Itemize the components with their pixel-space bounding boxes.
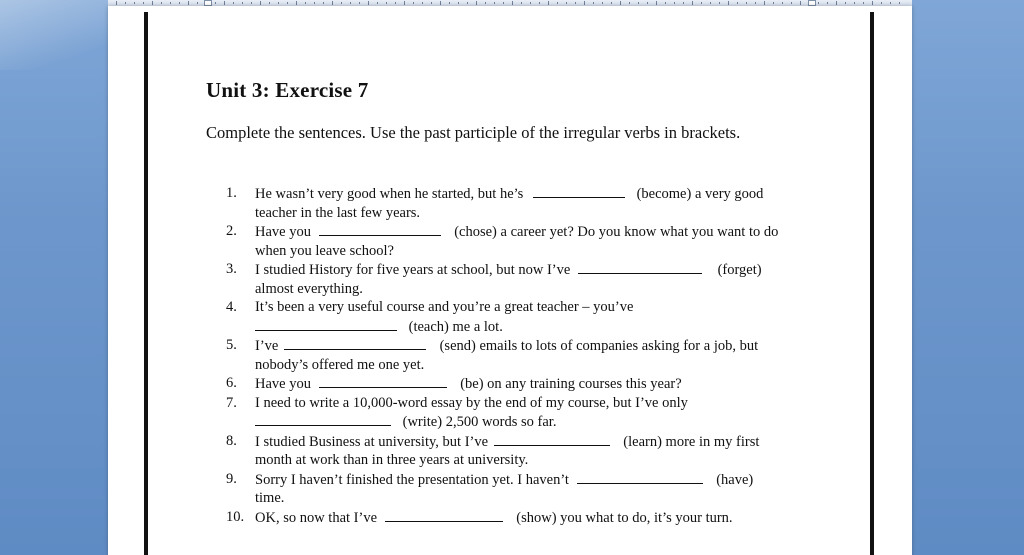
item-verb-hint: (become) a very good: [636, 186, 764, 202]
exercise-list: [226, 184, 826, 527]
ruler-tick: [611, 2, 612, 4]
ruler-tick: [683, 2, 684, 4]
ruler-tick: [467, 2, 468, 4]
ruler-tick: [179, 2, 180, 4]
list-item: [226, 260, 826, 298]
ruler-tick: [449, 2, 450, 4]
item-text-after: month at work than in three years at university.: [255, 452, 529, 468]
list-item: [226, 432, 826, 470]
item-number: 3.: [226, 261, 237, 277]
ruler-tick: [305, 2, 306, 4]
ruler-tick: [602, 2, 603, 4]
ruler-tick: [404, 1, 405, 5]
ruler-tick: [458, 2, 459, 4]
ruler-tick: [773, 2, 774, 4]
answer-blank[interactable]: [319, 222, 441, 236]
list-item: [226, 470, 826, 508]
item-number: 2.: [226, 223, 237, 239]
ruler-tick: [818, 2, 819, 4]
ruler-tick: [242, 2, 243, 4]
ruler-tick: [791, 2, 792, 4]
item-number: 8.: [226, 432, 237, 449]
page-border-left: [144, 12, 148, 555]
item-text-before: Have you: [255, 376, 311, 392]
ruler-tick: [620, 1, 621, 5]
item-number: 9.: [226, 470, 237, 487]
item-text-before: I need to write a 10,000-word essay by the end of my course, but I’ve only: [255, 394, 688, 411]
exercise-instructions: Complete the sentences. Use the past participle of the irregular verbs in brackets.: [206, 123, 741, 142]
answer-blank[interactable]: [533, 184, 625, 198]
ruler-tick: [251, 2, 252, 4]
item-text-after: almost everything.: [255, 280, 363, 297]
item-number: 10.: [226, 508, 245, 525]
list-item: [226, 508, 826, 528]
ruler-tick: [782, 2, 783, 4]
ruler-tick: [395, 2, 396, 4]
ruler-tick: [197, 2, 198, 4]
ruler-tick: [215, 2, 216, 4]
item-text-before: I’ve: [255, 338, 279, 354]
ruler-tick: [296, 1, 297, 5]
ruler-tick: [575, 2, 576, 4]
item-verb-hint: (chose) a career yet? Do you know what you want to do: [454, 224, 779, 240]
ruler-tick: [719, 2, 720, 4]
ruler-tick: [278, 2, 279, 4]
item-text-after: when you leave school?: [255, 242, 394, 259]
ruler-tick: [314, 2, 315, 4]
answer-blank[interactable]: [494, 432, 610, 446]
page-border-right: [870, 12, 874, 555]
ruler-tick: [377, 2, 378, 4]
item-verb-hint: (have): [716, 471, 754, 488]
ruler-tick: [413, 2, 414, 4]
ruler-tick: [872, 1, 873, 5]
ruler-tick: [431, 2, 432, 4]
item-verb-hint: (show) you what to do, it’s your turn.: [516, 509, 733, 526]
ruler-tick: [584, 1, 585, 5]
item-number: 7.: [226, 394, 237, 411]
list-item: [226, 184, 826, 222]
ruler-tick: [170, 2, 171, 4]
ruler-tick: [539, 2, 540, 4]
ruler-tick: [827, 2, 828, 4]
ruler-tick: [386, 2, 387, 4]
item-text-before: It’s been a very useful course and you’re a great teacher – you’ve: [255, 299, 634, 315]
ruler-tick: [143, 2, 144, 4]
ruler-tick: [161, 2, 162, 4]
ruler-tick: [899, 2, 900, 4]
ruler-tick: [530, 2, 531, 4]
ruler-tick: [512, 1, 513, 5]
item-text-before: OK, so now that I’ve: [255, 509, 378, 526]
ruler-tick: [557, 2, 558, 4]
ruler-tick: [656, 1, 657, 5]
item-number: 5.: [226, 337, 237, 353]
exercise-title: Unit 3: Exercise 7: [206, 78, 369, 102]
list-item: [226, 222, 826, 260]
ruler-tick: [494, 2, 495, 4]
item-text-before: I studied Business at university, but I’ve: [255, 433, 489, 450]
ruler-tick: [890, 2, 891, 4]
item-number: 6.: [226, 375, 237, 391]
ruler-tick: [836, 1, 837, 5]
list-item: [226, 336, 826, 374]
ruler-tick: [854, 2, 855, 4]
ruler-tick: [629, 2, 630, 4]
ruler-tick: [260, 1, 261, 5]
ruler-tick: [476, 1, 477, 5]
ruler-tick: [341, 2, 342, 4]
ruler-tick: [521, 2, 522, 4]
ruler-tick: [728, 1, 729, 5]
ruler-tick: [710, 2, 711, 4]
ruler-tick: [332, 1, 333, 5]
item-verb-hint: (be) on any training courses this year?: [460, 376, 682, 392]
answer-blank[interactable]: [578, 260, 702, 274]
item-verb-hint: (write) 2,500 words so far.: [402, 414, 557, 430]
document-page: [108, 6, 912, 555]
ruler-tick: [764, 1, 765, 5]
item-number: 1.: [226, 185, 237, 201]
ruler-tick: [188, 1, 189, 5]
ruler-tick: [152, 1, 153, 5]
ruler-tick: [134, 2, 135, 4]
ruler-tick: [701, 2, 702, 4]
ruler-tick: [323, 2, 324, 4]
ruler-tick: [548, 1, 549, 5]
ruler-tick: [845, 2, 846, 4]
ruler-tick: [692, 1, 693, 5]
item-text-before: He wasn’t very good when he started, but he’s: [255, 186, 524, 202]
list-item: [226, 298, 826, 336]
ruler-tick: [737, 2, 738, 4]
ruler-tick: [287, 2, 288, 4]
ruler-tick: [368, 1, 369, 5]
ruler-tick: [647, 2, 648, 4]
item-text-before: I studied History for five years at school, but now I’ve: [255, 262, 571, 278]
answer-blank[interactable]: [255, 317, 397, 331]
ruler-tick: [665, 2, 666, 4]
answer-blank[interactable]: [577, 470, 703, 484]
item-text-after: teacher in the last few years.: [255, 204, 421, 221]
ruler-tick: [800, 1, 801, 5]
ruler-tick: [269, 2, 270, 4]
ruler-tick: [638, 2, 639, 4]
ruler-tick: [593, 2, 594, 4]
ruler-tick: [755, 2, 756, 4]
ruler-tick: [350, 2, 351, 4]
ruler-tick: [863, 2, 864, 4]
item-text-after: time.: [255, 490, 285, 506]
answer-blank[interactable]: [319, 374, 447, 388]
item-number: 4.: [226, 299, 237, 315]
ruler-tick: [224, 1, 225, 5]
ruler-tick: [125, 2, 126, 4]
answer-blank[interactable]: [385, 508, 503, 522]
item-verb-hint: (forget): [717, 262, 762, 278]
ruler-tick: [422, 2, 423, 4]
item-verb-hint: (send) emails to lots of companies asking for a job, but: [439, 338, 759, 354]
ruler-tick: [746, 2, 747, 4]
item-verb-hint: (teach) me a lot.: [408, 318, 503, 335]
ruler-tick: [674, 2, 675, 4]
ruler-tick: [503, 2, 504, 4]
answer-blank[interactable]: [255, 412, 391, 426]
ruler-tick: [359, 2, 360, 4]
ruler-tick: [233, 2, 234, 4]
ruler-tick: [440, 1, 441, 5]
item-text-before: Have you: [255, 224, 311, 240]
list-item: [226, 374, 826, 394]
ruler-tick: [881, 2, 882, 4]
item-text-before: Sorry I haven’t finished the presentation yet. I haven’t: [255, 471, 569, 488]
ruler-tick: [116, 1, 117, 5]
item-text-after: nobody’s offered me one yet.: [255, 356, 425, 373]
ruler-tick: [566, 2, 567, 4]
list-item: [226, 394, 826, 432]
ruler-tick: [485, 2, 486, 4]
item-verb-hint: (learn) more in my first: [623, 433, 760, 450]
answer-blank[interactable]: [284, 336, 426, 350]
